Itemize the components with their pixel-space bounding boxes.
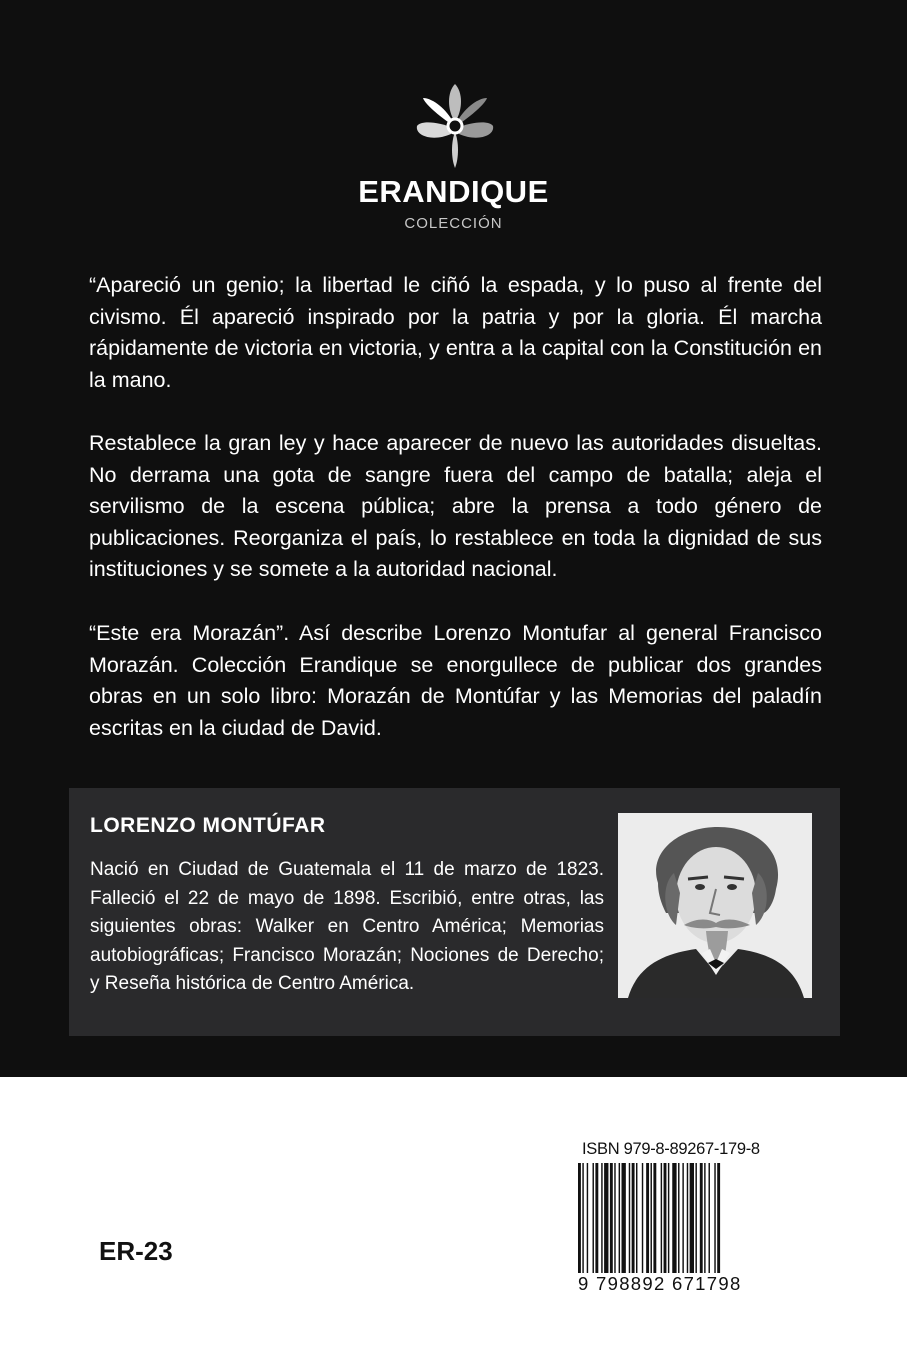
barcode-bar: [717, 1163, 720, 1273]
barcode-bar: [642, 1163, 643, 1273]
barcode-bar: [619, 1163, 620, 1273]
barcode-bar: [587, 1163, 588, 1273]
isbn-label: ISBN 979-8-89267-179-8: [582, 1140, 760, 1158]
barcode-bar: [704, 1163, 705, 1273]
barcode-bar: [601, 1163, 602, 1273]
barcode-bar: [672, 1163, 676, 1273]
barcode-bar: [651, 1163, 652, 1273]
author-bio: Nació en Ciudad de Guatemala el 11 de marzo de 1823. Falleció el 22 de mayo de 1898. Escribió, entre otras, las siguientes obras: Walker en Centro América; Memorias autobiográficas; Francisco Morazán; Nociones de Derecho; y Reseña histórica de Centro América.: [90, 859, 604, 994]
barcode-bar: [636, 1163, 637, 1273]
author-bio-box: [69, 788, 840, 1036]
barcode-icon: [578, 1163, 764, 1273]
barcode-bar: [709, 1163, 710, 1273]
barcode-bar: [653, 1163, 656, 1273]
barcode-bar: [695, 1163, 696, 1273]
barcode-bar: [632, 1163, 635, 1273]
barcode-bar: [646, 1163, 649, 1273]
barcode-bar: [687, 1163, 688, 1273]
barcode-bar: [714, 1163, 715, 1273]
barcode-bar: [678, 1163, 679, 1273]
barcode-bar: [690, 1163, 694, 1273]
flower-logo-icon: [403, 82, 507, 170]
blurb-paragraph-1: “Apareció un genio; la libertad le ciñó la espada, y lo puso al frente del civismo. Él apareció inspirado por la patria y por la gloria. Él marcha rápidamente de victoria en victoria, y entra a la capital con la Constitución en la mano.: [89, 273, 822, 392]
barcode-bar: [682, 1163, 683, 1273]
barcode-bar: [700, 1163, 703, 1273]
blurb-paragraph-3: “Este era Morazán”. Así describe Lorenzo Montufar al general Francisco Morazán. Colección Erandique se enorgullece de publicar dos grandes obras en un solo libro: Morazán de Montúfar y las Memorias del paladín escritas en la ciudad de David.: [89, 621, 822, 740]
barcode-bar: [614, 1163, 615, 1273]
author-portrait-icon: [618, 813, 812, 998]
barcode-bar: [595, 1163, 598, 1273]
series-code: ER-23: [99, 1236, 173, 1266]
barcode-bar: [668, 1163, 669, 1273]
barcode-bar: [604, 1163, 608, 1273]
barcode-bar: [629, 1163, 630, 1273]
barcode-digits: 9 798892 671798: [578, 1273, 742, 1294]
barcode-bar: [610, 1163, 613, 1273]
brand-title: ERANDIQUE: [358, 174, 549, 209]
barcode-bar: [622, 1163, 626, 1273]
brand-subtitle: COLECCIÓN: [404, 215, 503, 232]
author-name: LORENZO MONTÚFAR: [90, 814, 326, 837]
barcode-bar: [664, 1163, 667, 1273]
barcode-bar: [582, 1163, 583, 1273]
barcode-bar: [578, 1163, 581, 1273]
barcode-bar: [661, 1163, 662, 1273]
barcode-bar: [593, 1163, 594, 1273]
blurb-paragraph-2: Restablece la gran ley y hace aparecer de nuevo las autoridades disueltas. No derrama una gota de sangre fuera del campo de batalla; aleja el servilismo de la escena pública; abre la prensa a todo género de publicaciones. Reorganiza el país, lo restablece en toda la dignidad de sus instituciones y se somete a la autoridad nacional.: [89, 431, 822, 581]
